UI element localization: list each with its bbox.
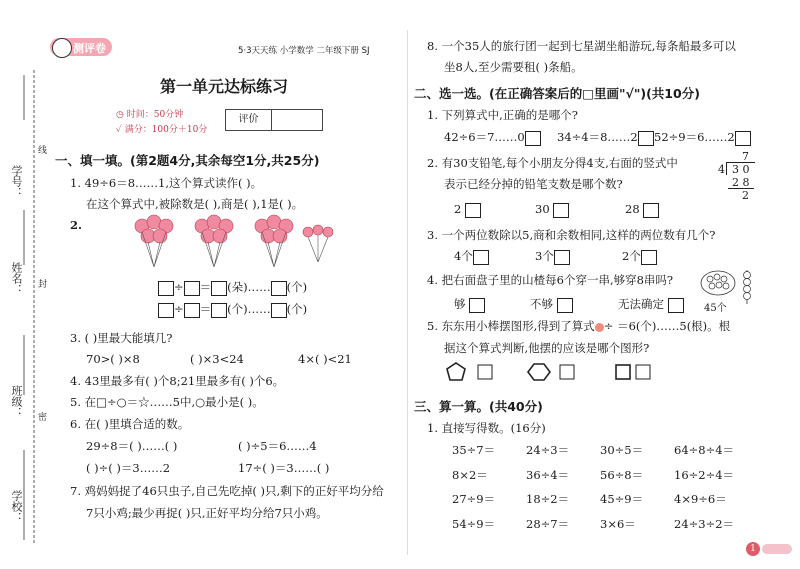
hexagon-icon — [528, 364, 550, 380]
section2-heading: 二、选一选。(在正确答案后的□里画"√")(共10分) — [414, 86, 700, 101]
s2-q2-line2: 表示已经分掉的铅笔支数是哪个数? — [444, 177, 623, 191]
calc-item: 27÷9＝ — [452, 492, 496, 506]
answer-box[interactable] — [184, 281, 200, 296]
s2-q4-c: 无法确定 — [618, 296, 684, 313]
quotient: 7 — [742, 150, 749, 163]
q1-line1: 1. 49÷6＝8……1,这个算式读作( )。 — [70, 176, 263, 190]
hawthorn-plate-icon — [700, 268, 736, 298]
s2-q1-b: 34÷4＝8……2 — [557, 129, 654, 146]
q6-text: 6. 在( )里填合适的数。 — [70, 417, 190, 431]
pentagon-icon — [447, 363, 465, 380]
q3-c: 4×( )<21 — [298, 352, 352, 366]
circle-symbol — [595, 323, 604, 332]
rating-label: 评价 — [226, 110, 272, 130]
choice-box — [560, 365, 574, 379]
choice-box[interactable] — [643, 203, 659, 218]
s2-q3-c: 2个 — [622, 248, 657, 265]
section1-heading: 一、填一填。(第2题4分,其余每空1分,共25分) — [55, 153, 320, 168]
square-icon — [616, 365, 630, 379]
choice-box[interactable] — [638, 131, 654, 146]
calc-item: 24÷3＝ — [526, 443, 570, 457]
kid-face-icon — [52, 38, 72, 58]
calc-item: 24÷3÷2＝ — [674, 516, 735, 531]
remainder: 2 — [742, 189, 749, 202]
page-tab-decor — [762, 544, 792, 554]
student-no-label: 学号： — [10, 165, 23, 198]
calc-item: 56÷8＝ — [600, 467, 644, 482]
s2-q3-a: 4个 — [454, 248, 489, 265]
calc-item: 4×9÷6＝ — [674, 492, 727, 506]
calc-grid — [452, 442, 742, 532]
q6-a: 29÷8＝( )……( ) — [86, 439, 178, 453]
q2-row2: ÷ ＝ (个)…… (个) — [158, 301, 307, 318]
clock-icon: ◷ — [116, 110, 124, 120]
choice-box[interactable] — [554, 250, 570, 265]
s3-q1-text: 1. 直接写得数。(16分) — [427, 421, 546, 435]
logo-badge — [50, 38, 112, 56]
calc-item: 36÷4＝ — [526, 467, 570, 482]
q8-line1: 8. 一个35人的旅行团一起到七星湖坐船游玩,每条船最多可以 — [427, 39, 736, 53]
s2-q2-a: 2 — [454, 202, 481, 218]
answer-box[interactable] — [158, 281, 174, 296]
calc-item: 64÷8÷4＝ — [674, 443, 735, 457]
q5-text: 5. 在□÷○＝☆……5中,○最小是( )。 — [70, 395, 264, 409]
s2-q1-text: 1. 下列算式中,正确的是哪个? — [427, 108, 578, 122]
choice-box[interactable] — [525, 131, 541, 146]
calc-item: 3×6＝ — [600, 516, 636, 531]
hawthorn-skewer-icon — [740, 270, 754, 304]
q8-line2: 坐8人,至少需要租( )条船。 — [444, 60, 583, 74]
time-limit: ◷ 时间：50分钟 — [116, 110, 184, 120]
s2-q1-a: 42÷6＝7……0 — [444, 129, 541, 146]
heart-balloons-illustration — [120, 212, 360, 274]
q6-c: ( )÷( )＝3……2 — [86, 461, 171, 475]
seal-mark: 封 — [38, 280, 48, 290]
page-divider — [407, 30, 408, 555]
calc-item: 18÷2＝ — [526, 492, 570, 506]
s2-q5-line1: 5. 东东用小棒摆图形,得到了算式 ÷ ＝6(个)……5(根)。根 — [427, 319, 731, 333]
class-label: 班级： — [10, 385, 23, 418]
calc-item: 30÷5＝ — [600, 443, 644, 457]
q3-text: 3. ( )里最大能填几? — [70, 331, 173, 345]
q3-a: 70>( )×8 — [86, 352, 140, 366]
choice-box[interactable] — [668, 298, 684, 313]
choice-box[interactable] — [465, 203, 481, 218]
answer-box[interactable] — [271, 303, 287, 318]
q2-number: 2. — [70, 218, 83, 232]
choice-box[interactable] — [557, 298, 573, 313]
s2-q3-b: 3个 — [535, 248, 570, 265]
dividend: 3 0 — [732, 163, 750, 176]
series-label: 5·3天天练 小学数学 二年级下册 SJ — [238, 46, 370, 56]
division-rule — [728, 188, 754, 189]
choice-box[interactable] — [553, 203, 569, 218]
s2-q5-line2: 据这个算式判断,他摆的应该是哪个图形? — [444, 341, 650, 355]
s2-q4-a: 够 — [454, 296, 485, 313]
logo-text: 测评卷 — [73, 42, 106, 55]
page-title: 第一单元达标练习 — [160, 77, 289, 96]
s2-q4-b: 不够 — [530, 296, 573, 313]
choice-box — [636, 365, 650, 379]
line-mark: 线 — [38, 146, 48, 156]
q6-b: ( )÷5＝6……4 — [238, 439, 317, 453]
choice-box[interactable] — [469, 298, 485, 313]
q7-line2: 7只小鸡;最少再捉( )只,正好平均分给7只小鸡。 — [86, 506, 328, 520]
square-option — [612, 360, 662, 384]
secret-mark: 密 — [38, 413, 48, 423]
q3-b: ( )×3<24 — [190, 352, 244, 366]
choice-box[interactable] — [641, 250, 657, 265]
school-label: 学校： — [10, 490, 23, 523]
full-score: ✓ 满分：100分＋10分 — [116, 125, 208, 135]
long-division — [716, 150, 756, 202]
s2-q2-c: 28 — [625, 202, 659, 218]
answer-box[interactable] — [271, 281, 287, 296]
shape-options — [444, 360, 604, 384]
answer-box[interactable] — [211, 303, 227, 318]
calc-item: 16÷2÷4＝ — [674, 467, 735, 482]
section3-heading: 三、算一算。(共40分) — [414, 399, 543, 414]
q1-line2: 在这个算式中,被除数是( ),商是( ),1是( )。 — [86, 197, 304, 211]
calc-item: 8×2＝ — [452, 467, 488, 482]
calc-item: 54÷9＝ — [452, 516, 496, 531]
s2-q3-text: 3. 一个两位数除以5,商和余数相同,这样的两位数有几个? — [427, 228, 716, 242]
answer-box[interactable] — [184, 303, 200, 318]
q6-d: 17÷( )＝3……( ) — [238, 461, 330, 475]
choice-box[interactable] — [473, 250, 489, 265]
calc-item: 28÷7＝ — [526, 516, 570, 531]
rating-box — [225, 109, 323, 131]
name-label: 姓名： — [10, 262, 23, 295]
page-number: 1 — [746, 542, 760, 556]
answer-box[interactable] — [211, 281, 227, 296]
calc-item: 45÷9＝ — [600, 492, 644, 506]
s2-q4-text: 4. 把右面盘子里的山楂每6个穿一串,够穿8串吗? — [427, 273, 674, 287]
hawthorn-count: 45个 — [704, 303, 727, 314]
divisor: 4 — [718, 163, 725, 176]
product: 2 8 — [732, 176, 750, 189]
choice-box[interactable] — [735, 131, 751, 146]
s2-q2-b: 30 — [535, 202, 569, 218]
q2-row1: ÷ ＝ (朵)…… (个) — [158, 279, 307, 296]
check-icon: ✓ — [116, 125, 122, 135]
answer-box[interactable] — [158, 303, 174, 318]
calc-item: 35÷7＝ — [452, 443, 496, 457]
s2-q1-c: 52÷9＝6……2 — [654, 129, 751, 146]
choice-box — [478, 365, 492, 379]
q7-line1: 7. 鸡妈妈捉了46只虫子,自己先吃掉( )只,剩下的正好平均分给 — [70, 484, 384, 498]
q4-text: 4. 43里最多有( )个8;21里最多有( )个6。 — [70, 374, 285, 388]
s2-q2-line1: 2. 有30支铅笔,每个小朋友分得4支,右面的竖式中 — [427, 156, 678, 170]
